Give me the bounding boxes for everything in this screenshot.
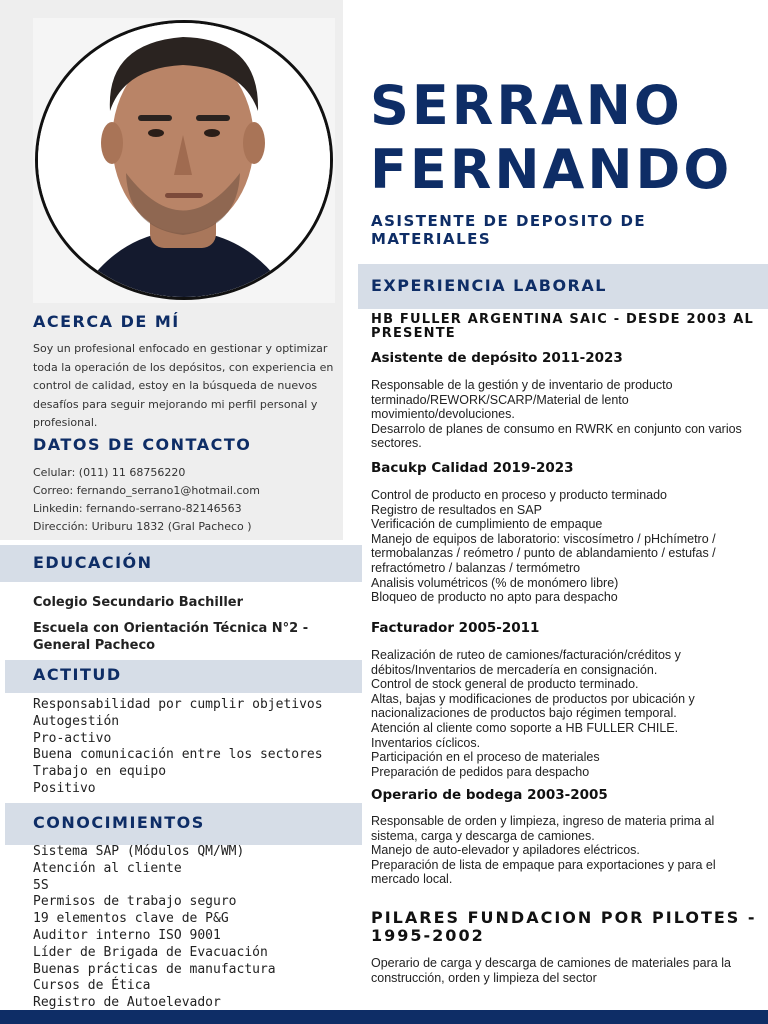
knowledge-list (33, 844, 276, 1012)
list-item: Registro de Autoelevador (33, 995, 221, 1011)
footer-bar (0, 1010, 768, 1024)
job-heading: Facturador 2005-2011 (371, 620, 540, 636)
job-heading: Bacukp Calidad 2019-2023 (371, 460, 574, 476)
profile-photo (35, 20, 333, 300)
company-name: PILARES FUNDACION POR PILOTES - 1995-2002 (371, 908, 757, 945)
job-description: Responsable de orden y limpieza, ingreso de materia prima al sistema, carga y descarga de camiones. Manejo de auto-elevador y apiladores eléctricos. Preparación de lista de empaque para exportaciones y para el mercado local. (371, 814, 716, 887)
job-description: Realización de ruteo de camiones/facturación/créditos y débitos/Inventarios de mercadería en consignación. Control de stock general de producto terminado. Altas, bajas y modificaciones de productos por ubicación y nacionalizaciones de productos bajo régimen temporal. Atención al cliente como soporte a HB FULLER CHILE. Inventarios cíclicos. Participación en el proceso de materiales Preparación de pedidos para despacho (371, 648, 695, 779)
list-item: Líder de Brigada de Evacuación (33, 944, 268, 960)
profile-photo-illustration (38, 23, 330, 297)
attitude-heading: ACTITUD (33, 665, 122, 684)
list-item: Sistema SAP (Módulos QM/WM) (33, 844, 245, 859)
about-heading: ACERCA DE MÍ (33, 312, 180, 331)
name-line-1: SERRANO (370, 74, 683, 137)
contact-phone: Celular: (011) 11 68756220 (33, 466, 186, 479)
company-name: HB FULLER ARGENTINA SAIC - DESDE 2003 AL PRESENTE (371, 312, 754, 341)
contact-email: Correo: fernando_serrano1@hotmail.com (33, 484, 260, 497)
list-item: Buena comunicación entre los sectores (33, 747, 323, 763)
job-description: Control de producto en proceso y producto terminado Registro de resultados en SAP Verificación de cumplimiento de empaque Manejo de equipos de laboratorio: viscosímetro / pHchímetro / termobalanzas / reómetro / punto de ablandamiento / estufas / refractómetro / balanzas / termómetro Analisis volumétricos (% de monómero libre) Bloqueo de producto no apto para despacho (371, 488, 716, 605)
list-item: Buenas prácticas de manufactura (33, 961, 276, 977)
list-item: 5S (33, 877, 49, 893)
list-item: Responsabilidad por cumplir objetivos (33, 697, 323, 712)
attitude-list (33, 697, 323, 798)
education-item: Colegio Secundario Bachiller (33, 595, 243, 610)
list-item: Autogestión (33, 713, 120, 729)
job-heading: Asistente de depósito 2011-2023 (371, 350, 623, 366)
contact-heading: DATOS DE CONTACTO (33, 435, 252, 454)
job-description: Responsable de la gestión y de inventario de producto terminado/REWORK/SCARP/Material de lento movimiento/devoluciones. Desarrolo de planes de consumo en RWRK en conjunto con varios sectores. (371, 378, 742, 451)
list-item: Pro-activo (33, 730, 112, 746)
contact-address: Dirección: Uriburu 1832 (Gral Pacheco ) (33, 520, 252, 533)
list-item: 19 elementos clave de P&G (33, 911, 229, 927)
list-item: Positivo (33, 780, 96, 796)
list-item: Auditor interno ISO 9001 (33, 927, 221, 943)
job-heading: Operario de bodega 2003-2005 (371, 787, 608, 803)
about-text: Soy un profesional enfocado en gestionar y optimizar toda la operación de los depósitos, con experiencia en control de calidad, estoy en la búsqueda de nuevos desafíos para seguir mejorando mi perfil personal y profesional. (33, 342, 334, 429)
list-item: Permisos de trabajo seguro (33, 894, 237, 910)
knowledge-heading: CONOCIMIENTOS (33, 813, 205, 832)
experience-heading: EXPERIENCIA LABORAL (371, 276, 607, 295)
name-line-2: FERNANDO (370, 138, 733, 201)
list-item: Trabajo en equipo (33, 764, 167, 780)
contact-linkedin: Linkedin: fernando-serrano-82146563 (33, 502, 242, 515)
job-title: ASISTENTE DE DEPOSITO DE MATERIALES (371, 212, 647, 248)
job-description: Operario de carga y descarga de camiones de materiales para la construcción, orden y limpieza del sector (371, 956, 731, 985)
education-item: Escuela con Orientación Técnica N°2 - General Pacheco (33, 621, 309, 653)
list-item: Atención al cliente (33, 860, 182, 876)
list-item: Cursos de Ética (33, 978, 151, 994)
candidate-name (370, 74, 732, 202)
education-heading: EDUCACIÓN (33, 553, 153, 572)
